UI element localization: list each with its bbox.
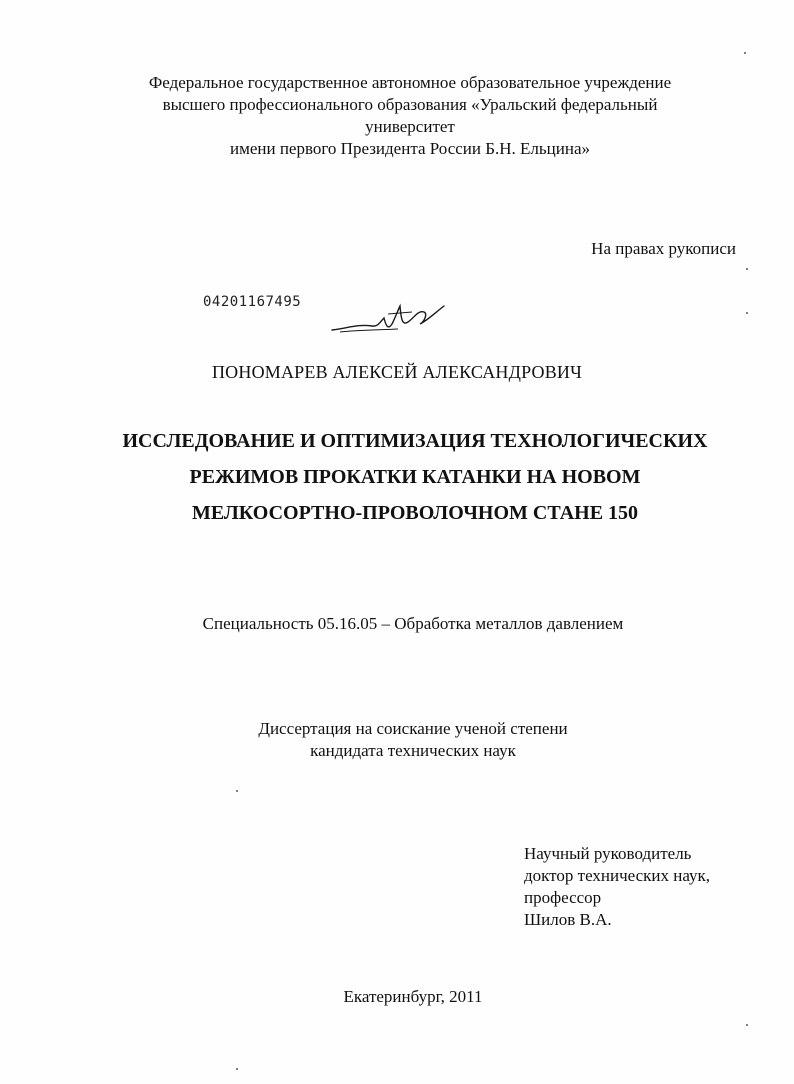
scan-speck (746, 312, 748, 314)
title-line-1: ИССЛЕДОВАНИЕ И ОПТИМИЗАЦИЯ ТЕХНОЛОГИЧЕСКИХ (122, 430, 708, 452)
supervisor-degree: доктор технических наук, (524, 866, 711, 885)
institution-header (90, 72, 730, 160)
document-number: 04201167495 (203, 294, 302, 310)
supervisor-name: Шилов В.А. (524, 910, 612, 929)
degree-line-2: кандидата технических наук (310, 741, 516, 760)
scan-speck (744, 52, 746, 54)
degree-line-1: Диссертация на соискание ученой степени (258, 719, 568, 738)
specialty: Специальность 05.16.05 – Обработка металлов давлением (202, 614, 624, 633)
city-year: Екатеринбург, 2011 (343, 987, 483, 1006)
supervisor-block (524, 843, 710, 931)
supervisor-role: Научный руководитель (524, 844, 692, 863)
scan-speck (746, 268, 748, 270)
institution-line-1: Федеральное государственное автономное образовательное учреждение (148, 73, 672, 92)
author-name: ПОНОМАРЕВ АЛЕКСЕЙ АЛЕКСАНДРОВИЧ (211, 362, 583, 382)
scan-speck (236, 790, 238, 792)
institution-line-4: имени первого Президента России Б.Н. Ельцина» (229, 139, 590, 158)
title-line-3: МЕЛКОСОРТНО-ПРОВОЛОЧНОМ СТАНЕ 150 (191, 502, 639, 524)
scan-speck (236, 1068, 238, 1070)
scan-speck (746, 1024, 748, 1026)
dissertation-title (60, 423, 770, 531)
degree-statement (0, 718, 794, 762)
supervisor-title: профессор (524, 888, 602, 907)
rights-note: На правах рукописи (591, 239, 736, 258)
institution-line-3: университет (365, 117, 455, 136)
institution-line-2: высшего профессионального образования «Уральский федеральный (162, 95, 658, 114)
title-line-2: РЕЖИМОВ ПРОКАТКИ КАТАНКИ НА НОВОМ (189, 466, 641, 488)
signature-icon (328, 300, 448, 340)
